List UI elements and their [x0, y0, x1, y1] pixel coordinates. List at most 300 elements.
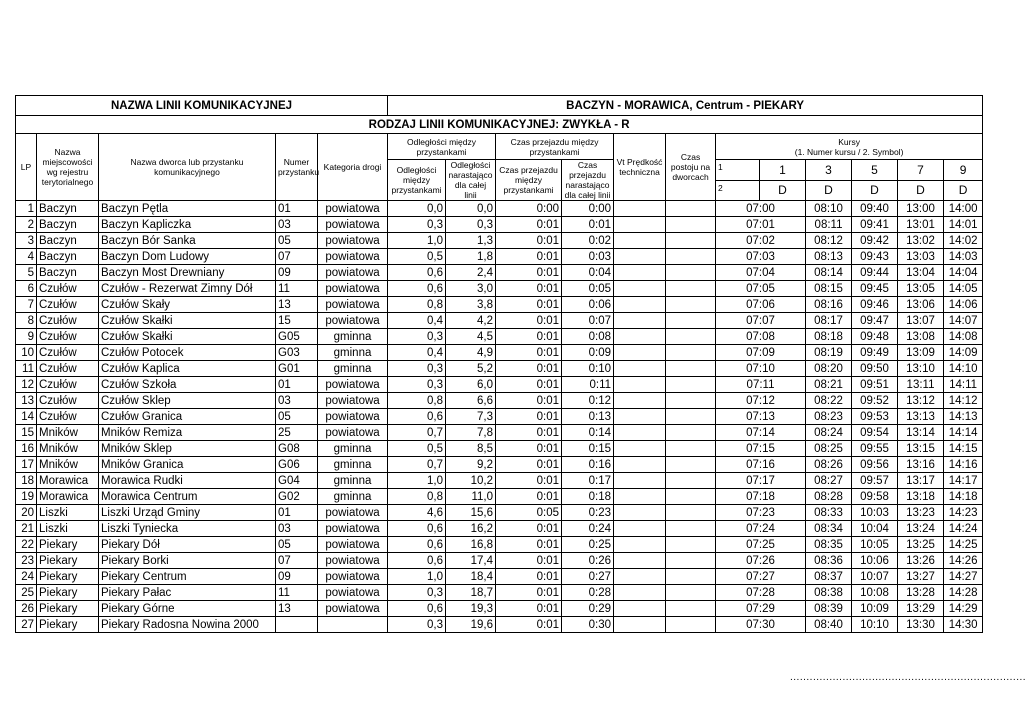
row-road-category — [318, 617, 388, 633]
course-number: 5 — [852, 160, 898, 181]
departure-time: 14:23 — [944, 505, 983, 521]
row-stop-name: Czułów - Rezerwat Zimny Dół — [99, 281, 276, 297]
row-distance-cumulative: 16,2 — [446, 521, 496, 537]
row-time: 0:01 — [496, 617, 562, 633]
departure-time: 13:18 — [898, 489, 944, 505]
departure-time: 07:11 — [716, 377, 806, 393]
col-locality: Nazwa miejscowości wg rejestru terytorialnego — [37, 134, 99, 201]
course-number: 1 — [760, 160, 806, 181]
row-stop-time — [666, 393, 716, 409]
departure-time: 08:18 — [806, 329, 852, 345]
row-stop-number: 01 — [276, 505, 318, 521]
departure-time: 07:18 — [716, 489, 806, 505]
row-vt — [614, 617, 666, 633]
departure-time: 07:25 — [716, 537, 806, 553]
departure-time: 14:25 — [944, 537, 983, 553]
row-stop-name: Baczyn Bór Sanka — [99, 233, 276, 249]
row-distance: 0,3 — [388, 329, 446, 345]
departure-time: 08:36 — [806, 553, 852, 569]
row-lp: 18 — [16, 473, 37, 489]
row-road-category: powiatowa — [318, 425, 388, 441]
row-stop-number: 11 — [276, 281, 318, 297]
row-distance: 0,7 — [388, 425, 446, 441]
departure-time: 09:40 — [852, 201, 898, 217]
row-vt — [614, 585, 666, 601]
row-time: 0:01 — [496, 297, 562, 313]
departure-time: 08:14 — [806, 265, 852, 281]
row-road-category: gminna — [318, 329, 388, 345]
row-vt — [614, 441, 666, 457]
departure-time: 09:48 — [852, 329, 898, 345]
row-stop-number: 13 — [276, 601, 318, 617]
departure-time: 08:25 — [806, 441, 852, 457]
departure-time: 13:02 — [898, 233, 944, 249]
departure-time: 07:24 — [716, 521, 806, 537]
departure-time: 07:16 — [716, 457, 806, 473]
departure-time: 14:03 — [944, 249, 983, 265]
departure-time: 14:04 — [944, 265, 983, 281]
row-stop-time — [666, 585, 716, 601]
row-distance-cumulative: 5,2 — [446, 361, 496, 377]
row-stop-number: 11 — [276, 585, 318, 601]
row-locality: Czułów — [37, 361, 99, 377]
row-distance: 0,5 — [388, 249, 446, 265]
row-stop-time — [666, 553, 716, 569]
row-stop-name: Mników Remiza — [99, 425, 276, 441]
table-row — [16, 345, 983, 361]
table-row — [16, 473, 983, 489]
departure-time: 08:37 — [806, 569, 852, 585]
row-distance: 0,3 — [388, 617, 446, 633]
departure-time: 07:02 — [716, 233, 806, 249]
table-row — [16, 281, 983, 297]
departure-time: 14:16 — [944, 457, 983, 473]
departure-time: 10:05 — [852, 537, 898, 553]
row-time-cumulative: 0:06 — [562, 297, 614, 313]
row-vt — [614, 553, 666, 569]
row-stop-time — [666, 313, 716, 329]
departure-time: 13:07 — [898, 313, 944, 329]
departure-time: 09:42 — [852, 233, 898, 249]
departure-time: 14:27 — [944, 569, 983, 585]
row-distance: 0,0 — [388, 201, 446, 217]
row-stop-number: 09 — [276, 569, 318, 585]
line-name: BACZYN - MORAWICA, Centrum - PIEKARY — [388, 96, 983, 116]
row-lp: 16 — [16, 441, 37, 457]
table-row — [16, 329, 983, 345]
row-time: 0:01 — [496, 569, 562, 585]
col-road: Kategoria drogi — [318, 134, 388, 201]
departure-time: 07:12 — [716, 393, 806, 409]
row-stop-number: 05 — [276, 537, 318, 553]
departure-time: 13:16 — [898, 457, 944, 473]
row-locality: Mników — [37, 441, 99, 457]
row-stop-number: G05 — [276, 329, 318, 345]
departure-time: 14:13 — [944, 409, 983, 425]
departure-time: 08:13 — [806, 249, 852, 265]
row-vt — [614, 249, 666, 265]
table-row — [16, 617, 983, 633]
row-time-cumulative: 0:03 — [562, 249, 614, 265]
row-stop-name: Czułów Granica — [99, 409, 276, 425]
departure-time: 08:34 — [806, 521, 852, 537]
table-row — [16, 505, 983, 521]
departure-time: 09:58 — [852, 489, 898, 505]
departure-time: 07:23 — [716, 505, 806, 521]
row-distance: 1,0 — [388, 569, 446, 585]
courses-title: Kursy — [838, 136, 860, 147]
table-row — [16, 585, 983, 601]
row-distance: 0,6 — [388, 521, 446, 537]
row-stop-time — [666, 281, 716, 297]
table-row — [16, 377, 983, 393]
departure-time: 09:43 — [852, 249, 898, 265]
row-stop-name: Czułów Potocek — [99, 345, 276, 361]
row-time: 0:01 — [496, 377, 562, 393]
row-stop-name: Liszki Tyniecka — [99, 521, 276, 537]
row-locality: Morawica — [37, 489, 99, 505]
row-distance-cumulative: 6,6 — [446, 393, 496, 409]
row-road-category: powiatowa — [318, 537, 388, 553]
departure-time: 10:10 — [852, 617, 898, 633]
row-vt — [614, 313, 666, 329]
row-stop-name: Czułów Skały — [99, 297, 276, 313]
row-time-cumulative: 0:26 — [562, 553, 614, 569]
table-row — [16, 601, 983, 617]
departure-time: 13:09 — [898, 345, 944, 361]
row-stop-number: G04 — [276, 473, 318, 489]
departure-time: 14:30 — [944, 617, 983, 633]
row-lp: 8 — [16, 313, 37, 329]
col-time: Czas przejazdu między przystankami — [496, 160, 562, 201]
departure-time: 13:24 — [898, 521, 944, 537]
row-lp: 13 — [16, 393, 37, 409]
row-stop-time — [666, 601, 716, 617]
departure-time: 14:09 — [944, 345, 983, 361]
row-time-cumulative: 0:04 — [562, 265, 614, 281]
departure-time: 13:15 — [898, 441, 944, 457]
row-road-category: powiatowa — [318, 249, 388, 265]
table-row — [16, 313, 983, 329]
row-lp: 25 — [16, 585, 37, 601]
row-road-category: powiatowa — [318, 521, 388, 537]
departure-time: 13:30 — [898, 617, 944, 633]
departure-time: 08:11 — [806, 217, 852, 233]
row-time-cumulative: 0:24 — [562, 521, 614, 537]
departure-time: 07:14 — [716, 425, 806, 441]
course-symbol: D — [760, 180, 806, 201]
row-stop-number: 05 — [276, 409, 318, 425]
row-stop-name: Mników Granica — [99, 457, 276, 473]
col-time-cum: Czas przejazdu narastająco dla całej linii — [562, 160, 614, 201]
departure-time: 14:10 — [944, 361, 983, 377]
departure-time: 07:13 — [716, 409, 806, 425]
row-vt — [614, 569, 666, 585]
row-time-cumulative: 0:17 — [562, 473, 614, 489]
row-vt — [614, 329, 666, 345]
row-distance-cumulative: 11,0 — [446, 489, 496, 505]
row-stop-time — [666, 473, 716, 489]
row-lp: 21 — [16, 521, 37, 537]
row-locality: Czułów — [37, 297, 99, 313]
row-vt — [614, 217, 666, 233]
departure-time: 14:11 — [944, 377, 983, 393]
row-stop-time — [666, 329, 716, 345]
course-symbol: D — [852, 180, 898, 201]
row-time: 0:01 — [496, 601, 562, 617]
table-row — [16, 457, 983, 473]
row-road-category: powiatowa — [318, 265, 388, 281]
departure-time: 08:38 — [806, 585, 852, 601]
departure-time: 07:00 — [716, 201, 806, 217]
col-stop: Nazwa dworca lub przystanku komunikacyjnego — [99, 134, 276, 201]
col-vt: Vt Prędkość techniczna — [614, 134, 666, 201]
row-stop-time — [666, 441, 716, 457]
row-locality: Piekary — [37, 617, 99, 633]
row-distance-cumulative: 1,8 — [446, 249, 496, 265]
departure-time: 07:28 — [716, 585, 806, 601]
departure-time: 08:26 — [806, 457, 852, 473]
row-time: 0:01 — [496, 249, 562, 265]
row-time-cumulative: 0:25 — [562, 537, 614, 553]
row-locality: Czułów — [37, 409, 99, 425]
departure-time: 14:01 — [944, 217, 983, 233]
row-stop-number: 07 — [276, 249, 318, 265]
row-distance: 0,6 — [388, 281, 446, 297]
row-time-cumulative: 0:10 — [562, 361, 614, 377]
row-road-category: powiatowa — [318, 233, 388, 249]
row-road-category: powiatowa — [318, 297, 388, 313]
departure-time: 14:29 — [944, 601, 983, 617]
line-name-label: NAZWA LINII KOMUNIKACYJNEJ — [16, 96, 388, 116]
row-vt — [614, 473, 666, 489]
row-lp: 19 — [16, 489, 37, 505]
col-courses — [716, 134, 983, 160]
row-road-category: powiatowa — [318, 393, 388, 409]
row-distance-cumulative: 4,9 — [446, 345, 496, 361]
row-stop-number: G03 — [276, 345, 318, 361]
row-road-category: powiatowa — [318, 281, 388, 297]
row-time-cumulative: 0:18 — [562, 489, 614, 505]
row-locality: Liszki — [37, 505, 99, 521]
row-time-cumulative: 0:00 — [562, 201, 614, 217]
row-lp: 11 — [16, 361, 37, 377]
row-distance-cumulative: 19,6 — [446, 617, 496, 633]
row-stop-name: Czułów Skałki — [99, 313, 276, 329]
row-distance: 0,8 — [388, 393, 446, 409]
row-road-category: gminna — [318, 345, 388, 361]
departure-time: 07:29 — [716, 601, 806, 617]
row-road-category: gminna — [318, 489, 388, 505]
col-time-group: Czas przejazdu między przystankami — [496, 134, 614, 160]
row-vt — [614, 537, 666, 553]
row-distance-cumulative: 10,2 — [446, 473, 496, 489]
row-time: 0:01 — [496, 265, 562, 281]
row-stop-name: Piekary Pałac — [99, 585, 276, 601]
row-time: 0:01 — [496, 361, 562, 377]
course-symbol: D — [806, 180, 852, 201]
row-distance: 0,5 — [388, 441, 446, 457]
row-stop-time — [666, 297, 716, 313]
row-lp: 23 — [16, 553, 37, 569]
row-locality: Piekary — [37, 585, 99, 601]
row-stop-number: 09 — [276, 265, 318, 281]
row-time: 0:01 — [496, 537, 562, 553]
row-stop-name: Mników Sklep — [99, 441, 276, 457]
row-locality: Liszki — [37, 521, 99, 537]
row-stop-name: Baczyn Dom Ludowy — [99, 249, 276, 265]
row-stop-name: Morawica Centrum — [99, 489, 276, 505]
table-row — [16, 441, 983, 457]
row-stop-time — [666, 537, 716, 553]
timetable — [15, 95, 983, 633]
row-time-cumulative: 0:16 — [562, 457, 614, 473]
row-stop-time — [666, 361, 716, 377]
departure-time: 10:03 — [852, 505, 898, 521]
departure-time: 09:52 — [852, 393, 898, 409]
row-lp: 7 — [16, 297, 37, 313]
row-locality: Baczyn — [37, 201, 99, 217]
departure-time: 09:46 — [852, 297, 898, 313]
departure-time: 13:10 — [898, 361, 944, 377]
table-row — [16, 297, 983, 313]
row-indicator-1: 1 — [716, 160, 760, 181]
table-row — [16, 521, 983, 537]
row-time-cumulative: 0:01 — [562, 217, 614, 233]
departure-time: 14:14 — [944, 425, 983, 441]
row-time: 0:01 — [496, 345, 562, 361]
row-distance-cumulative: 0,0 — [446, 201, 496, 217]
table-row — [16, 569, 983, 585]
row-stop-name: Czułów Skałki — [99, 329, 276, 345]
departure-time: 09:47 — [852, 313, 898, 329]
departure-time: 07:06 — [716, 297, 806, 313]
row-stop-number: G02 — [276, 489, 318, 505]
departure-time: 09:49 — [852, 345, 898, 361]
row-stop-name: Piekary Dół — [99, 537, 276, 553]
row-distance-cumulative: 7,3 — [446, 409, 496, 425]
departure-time: 07:15 — [716, 441, 806, 457]
row-time: 0:01 — [496, 233, 562, 249]
row-stop-number: 03 — [276, 393, 318, 409]
row-stop-time — [666, 505, 716, 521]
table-row — [16, 553, 983, 569]
row-vt — [614, 377, 666, 393]
row-distance-cumulative: 4,5 — [446, 329, 496, 345]
row-stop-name: Baczyn Pętla — [99, 201, 276, 217]
col-dist: Odległości między przystankami — [388, 160, 446, 201]
row-vt — [614, 281, 666, 297]
row-distance: 0,3 — [388, 217, 446, 233]
row-time: 0:01 — [496, 393, 562, 409]
row-time: 0:01 — [496, 489, 562, 505]
col-dist-group: Odległości między przystankami — [388, 134, 496, 160]
departure-time: 14:17 — [944, 473, 983, 489]
row-time: 0:01 — [496, 473, 562, 489]
row-locality: Baczyn — [37, 265, 99, 281]
row-road-category: powiatowa — [318, 313, 388, 329]
departure-time: 09:44 — [852, 265, 898, 281]
row-stop-time — [666, 377, 716, 393]
row-distance: 0,3 — [388, 585, 446, 601]
row-road-category: powiatowa — [318, 601, 388, 617]
departure-time: 07:04 — [716, 265, 806, 281]
row-time-cumulative: 0:07 — [562, 313, 614, 329]
departure-time: 13:03 — [898, 249, 944, 265]
row-road-category: powiatowa — [318, 377, 388, 393]
row-lp: 2 — [16, 217, 37, 233]
row-vt — [614, 505, 666, 521]
row-distance: 0,6 — [388, 409, 446, 425]
departure-time: 14:00 — [944, 201, 983, 217]
row-distance-cumulative: 3,0 — [446, 281, 496, 297]
row-lp: 3 — [16, 233, 37, 249]
row-time-cumulative: 0:13 — [562, 409, 614, 425]
row-vt — [614, 601, 666, 617]
departure-time: 13:26 — [898, 553, 944, 569]
row-road-category: powiatowa — [318, 553, 388, 569]
departure-time: 14:08 — [944, 329, 983, 345]
row-time-cumulative: 0:05 — [562, 281, 614, 297]
departure-time: 10:07 — [852, 569, 898, 585]
row-distance: 0,8 — [388, 489, 446, 505]
departure-time: 08:17 — [806, 313, 852, 329]
row-time-cumulative: 0:23 — [562, 505, 614, 521]
row-distance: 0,6 — [388, 601, 446, 617]
row-locality: Mników — [37, 425, 99, 441]
row-distance: 0,3 — [388, 377, 446, 393]
course-symbol: D — [898, 180, 944, 201]
row-locality: Czułów — [37, 393, 99, 409]
row-time: 0:01 — [496, 425, 562, 441]
row-time: 0:01 — [496, 521, 562, 537]
row-stop-number: 03 — [276, 217, 318, 233]
departure-time: 08:39 — [806, 601, 852, 617]
departure-time: 13:13 — [898, 409, 944, 425]
row-vt — [614, 457, 666, 473]
table-row — [16, 409, 983, 425]
row-distance-cumulative: 18,7 — [446, 585, 496, 601]
departure-time: 07:26 — [716, 553, 806, 569]
table-row — [16, 249, 983, 265]
departure-time: 07:09 — [716, 345, 806, 361]
departure-time: 10:04 — [852, 521, 898, 537]
departure-time: 13:29 — [898, 601, 944, 617]
row-locality: Morawica — [37, 473, 99, 489]
table-row — [16, 361, 983, 377]
row-road-category: gminna — [318, 361, 388, 377]
row-distance: 0,7 — [388, 457, 446, 473]
row-distance: 0,8 — [388, 297, 446, 313]
row-stop-number: G08 — [276, 441, 318, 457]
row-stop-name: Piekary Górne — [99, 601, 276, 617]
departure-time: 13:01 — [898, 217, 944, 233]
row-lp: 22 — [16, 537, 37, 553]
row-locality: Czułów — [37, 377, 99, 393]
row-vt — [614, 201, 666, 217]
table-row — [16, 489, 983, 505]
departure-time: 13:17 — [898, 473, 944, 489]
table-row — [16, 393, 983, 409]
row-stop-time — [666, 249, 716, 265]
row-locality: Baczyn — [37, 233, 99, 249]
row-road-category: gminna — [318, 457, 388, 473]
row-time: 0:01 — [496, 441, 562, 457]
row-stop-name: Piekary Borki — [99, 553, 276, 569]
signature-line: ........................................................................ — [790, 672, 1026, 683]
row-stop-time — [666, 457, 716, 473]
row-distance-cumulative: 4,2 — [446, 313, 496, 329]
